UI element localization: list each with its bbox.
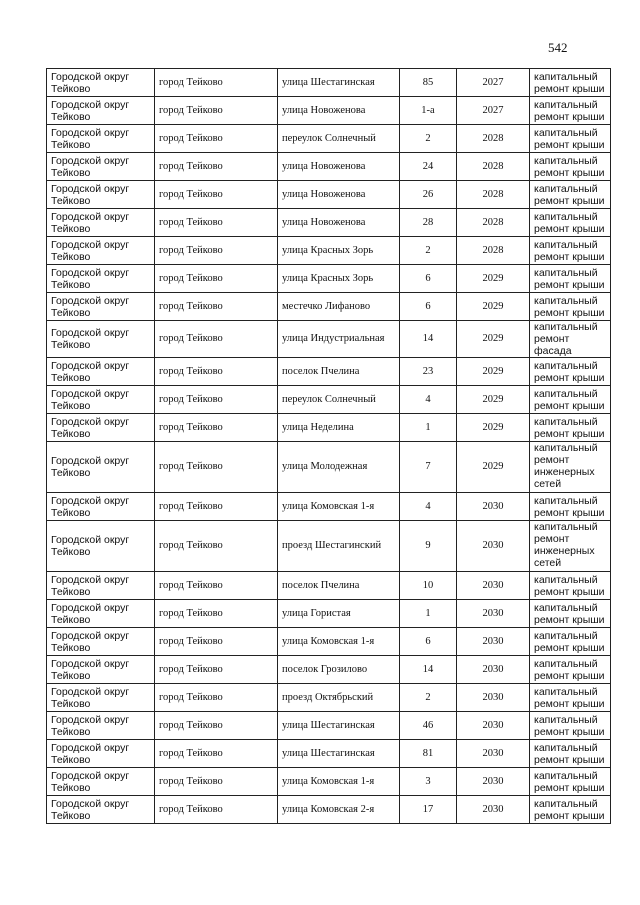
table-row (47, 69, 611, 97)
street-cell: улица Комовская 1-я (278, 493, 400, 521)
year-cell: 2029 (457, 265, 530, 293)
city-cell: город Тейково (155, 656, 278, 684)
page-number: 542 (548, 40, 568, 55)
municipality-cell: Городской округ Тейково (47, 493, 155, 521)
municipality-cell: Городской округ Тейково (47, 712, 155, 740)
municipality-cell: Городской округ Тейково (47, 740, 155, 768)
table-row (47, 358, 611, 386)
work-type-cell: капитальный ремонт крыши (530, 684, 611, 712)
city-cell: город Тейково (155, 265, 278, 293)
municipality-cell: Городской округ Тейково (47, 69, 155, 97)
work-type-cell: капитальный ремонт крыши (530, 69, 611, 97)
year-cell: 2029 (457, 414, 530, 442)
street-cell: улица Шестагинская (278, 69, 400, 97)
house-number-cell: 24 (400, 153, 457, 181)
table-row (47, 209, 611, 237)
table-row (47, 572, 611, 600)
city-cell: город Тейково (155, 684, 278, 712)
municipality-cell: Городской округ Тейково (47, 572, 155, 600)
work-type-cell: капитальный ремонт крыши (530, 796, 611, 824)
city-cell: город Тейково (155, 153, 278, 181)
table-row (47, 740, 611, 768)
municipality-cell: Городской округ Тейково (47, 684, 155, 712)
work-type-cell: капитальный ремонт инженерных сетей (530, 442, 611, 493)
work-type-cell: капитальный ремонт крыши (530, 414, 611, 442)
street-cell: улица Шестагинская (278, 712, 400, 740)
table-row (47, 97, 611, 125)
city-cell: город Тейково (155, 293, 278, 321)
city-cell: город Тейково (155, 740, 278, 768)
municipality-cell: Городской округ Тейково (47, 414, 155, 442)
year-cell: 2029 (457, 321, 530, 358)
table-row (47, 321, 611, 358)
work-type-cell: капитальный ремонт крыши (530, 600, 611, 628)
street-cell: улица Красных Зорь (278, 265, 400, 293)
municipality-cell: Городской округ Тейково (47, 358, 155, 386)
municipality-cell: Городской округ Тейково (47, 796, 155, 824)
year-cell: 2030 (457, 796, 530, 824)
city-cell: город Тейково (155, 442, 278, 493)
year-cell: 2030 (457, 684, 530, 712)
street-cell: улица Индустриальная (278, 321, 400, 358)
year-cell: 2028 (457, 209, 530, 237)
street-cell: улица Новоженова (278, 209, 400, 237)
municipality-cell: Городской округ Тейково (47, 97, 155, 125)
year-cell: 2030 (457, 656, 530, 684)
street-cell: переулок Солнечный (278, 386, 400, 414)
work-type-cell: капитальный ремонт крыши (530, 209, 611, 237)
year-cell: 2027 (457, 97, 530, 125)
street-cell: поселок Грозилово (278, 656, 400, 684)
city-cell: город Тейково (155, 237, 278, 265)
table-row (47, 493, 611, 521)
municipality-cell: Городской округ Тейково (47, 125, 155, 153)
city-cell: город Тейково (155, 209, 278, 237)
city-cell: город Тейково (155, 69, 278, 97)
municipality-cell: Городской округ Тейково (47, 181, 155, 209)
municipality-cell: Городской округ Тейково (47, 209, 155, 237)
house-number-cell: 7 (400, 442, 457, 493)
table-row (47, 442, 611, 493)
house-number-cell: 1-а (400, 97, 457, 125)
municipality-cell: Городской округ Тейково (47, 656, 155, 684)
street-cell: улица Комовская 1-я (278, 628, 400, 656)
table-row (47, 656, 611, 684)
year-cell: 2027 (457, 69, 530, 97)
municipality-cell: Городской округ Тейково (47, 600, 155, 628)
work-type-cell: капитальный ремонт крыши (530, 237, 611, 265)
city-cell: город Тейково (155, 796, 278, 824)
municipality-cell: Городской округ Тейково (47, 521, 155, 572)
house-number-cell: 28 (400, 209, 457, 237)
city-cell: город Тейково (155, 521, 278, 572)
municipality-cell: Городской округ Тейково (47, 153, 155, 181)
house-number-cell: 2 (400, 684, 457, 712)
year-cell: 2030 (457, 521, 530, 572)
street-cell: улица Гористая (278, 600, 400, 628)
house-number-cell: 9 (400, 521, 457, 572)
work-type-cell: капитальный ремонт крыши (530, 181, 611, 209)
table-row (47, 265, 611, 293)
house-number-cell: 6 (400, 293, 457, 321)
table-row (47, 600, 611, 628)
table-row (47, 125, 611, 153)
municipality-cell: Городской округ Тейково (47, 442, 155, 493)
street-cell: улица Комовская 2-я (278, 796, 400, 824)
year-cell: 2028 (457, 237, 530, 265)
house-number-cell: 1 (400, 600, 457, 628)
year-cell: 2030 (457, 572, 530, 600)
work-type-cell: капитальный ремонт крыши (530, 493, 611, 521)
street-cell: улица Новоженова (278, 181, 400, 209)
municipality-cell: Городской округ Тейково (47, 628, 155, 656)
work-type-cell: капитальный ремонт крыши (530, 358, 611, 386)
street-cell: проезд Октябрьский (278, 684, 400, 712)
work-type-cell: капитальный ремонт инженерных сетей (530, 521, 611, 572)
house-number-cell: 2 (400, 237, 457, 265)
street-cell: проезд Шестагинский (278, 521, 400, 572)
table-row (47, 628, 611, 656)
house-number-cell: 2 (400, 125, 457, 153)
work-type-cell: капитальный ремонт крыши (530, 293, 611, 321)
house-number-cell: 26 (400, 181, 457, 209)
table-row (47, 386, 611, 414)
year-cell: 2029 (457, 293, 530, 321)
house-number-cell: 17 (400, 796, 457, 824)
municipality-cell: Городской округ Тейково (47, 768, 155, 796)
house-number-cell: 14 (400, 656, 457, 684)
work-type-cell: капитальный ремонт крыши (530, 656, 611, 684)
house-number-cell: 81 (400, 740, 457, 768)
work-type-cell: капитальный ремонт крыши (530, 97, 611, 125)
table-row (47, 796, 611, 824)
work-type-cell: капитальный ремонт крыши (530, 628, 611, 656)
city-cell: город Тейково (155, 321, 278, 358)
street-cell: переулок Солнечный (278, 125, 400, 153)
work-type-cell: капитальный ремонт крыши (530, 740, 611, 768)
year-cell: 2028 (457, 153, 530, 181)
city-cell: город Тейково (155, 572, 278, 600)
house-number-cell: 10 (400, 572, 457, 600)
street-cell: поселок Пчелина (278, 358, 400, 386)
work-type-cell: капитальный ремонт крыши (530, 768, 611, 796)
table-row (47, 768, 611, 796)
street-cell: улица Неделина (278, 414, 400, 442)
house-number-cell: 4 (400, 386, 457, 414)
work-type-cell: капитальный ремонт крыши (530, 572, 611, 600)
house-number-cell: 14 (400, 321, 457, 358)
city-cell: город Тейково (155, 358, 278, 386)
street-cell: поселок Пчелина (278, 572, 400, 600)
year-cell: 2029 (457, 386, 530, 414)
city-cell: город Тейково (155, 600, 278, 628)
work-type-cell: капитальный ремонт фасада (530, 321, 611, 358)
table-row (47, 237, 611, 265)
year-cell: 2030 (457, 600, 530, 628)
house-number-cell: 6 (400, 628, 457, 656)
house-number-cell: 3 (400, 768, 457, 796)
city-cell: город Тейково (155, 125, 278, 153)
house-number-cell: 4 (400, 493, 457, 521)
city-cell: город Тейково (155, 768, 278, 796)
street-cell: улица Красных Зорь (278, 237, 400, 265)
year-cell: 2028 (457, 181, 530, 209)
repair-schedule-table (46, 68, 611, 824)
year-cell: 2030 (457, 712, 530, 740)
table-row (47, 712, 611, 740)
city-cell: город Тейково (155, 493, 278, 521)
city-cell: город Тейково (155, 386, 278, 414)
year-cell: 2028 (457, 125, 530, 153)
table-row (47, 293, 611, 321)
city-cell: город Тейково (155, 628, 278, 656)
house-number-cell: 1 (400, 414, 457, 442)
year-cell: 2030 (457, 628, 530, 656)
table-row (47, 414, 611, 442)
year-cell: 2030 (457, 740, 530, 768)
year-cell: 2030 (457, 493, 530, 521)
municipality-cell: Городской округ Тейково (47, 265, 155, 293)
street-cell: местечко Лифаново (278, 293, 400, 321)
year-cell: 2029 (457, 442, 530, 493)
table-row (47, 181, 611, 209)
city-cell: город Тейково (155, 97, 278, 125)
year-cell: 2029 (457, 358, 530, 386)
city-cell: город Тейково (155, 414, 278, 442)
table-row (47, 521, 611, 572)
table-row (47, 684, 611, 712)
street-cell: улица Новоженова (278, 97, 400, 125)
city-cell: город Тейково (155, 712, 278, 740)
table-row (47, 153, 611, 181)
street-cell: улица Молодежная (278, 442, 400, 493)
work-type-cell: капитальный ремонт крыши (530, 153, 611, 181)
work-type-cell: капитальный ремонт крыши (530, 712, 611, 740)
work-type-cell: капитальный ремонт крыши (530, 386, 611, 414)
city-cell: город Тейково (155, 181, 278, 209)
municipality-cell: Городской округ Тейково (47, 293, 155, 321)
house-number-cell: 6 (400, 265, 457, 293)
street-cell: улица Шестагинская (278, 740, 400, 768)
year-cell: 2030 (457, 768, 530, 796)
house-number-cell: 23 (400, 358, 457, 386)
house-number-cell: 46 (400, 712, 457, 740)
municipality-cell: Городской округ Тейково (47, 321, 155, 358)
street-cell: улица Комовская 1-я (278, 768, 400, 796)
work-type-cell: капитальный ремонт крыши (530, 125, 611, 153)
work-type-cell: капитальный ремонт крыши (530, 265, 611, 293)
house-number-cell: 85 (400, 69, 457, 97)
municipality-cell: Городской округ Тейково (47, 237, 155, 265)
street-cell: улица Новоженова (278, 153, 400, 181)
municipality-cell: Городской округ Тейково (47, 386, 155, 414)
